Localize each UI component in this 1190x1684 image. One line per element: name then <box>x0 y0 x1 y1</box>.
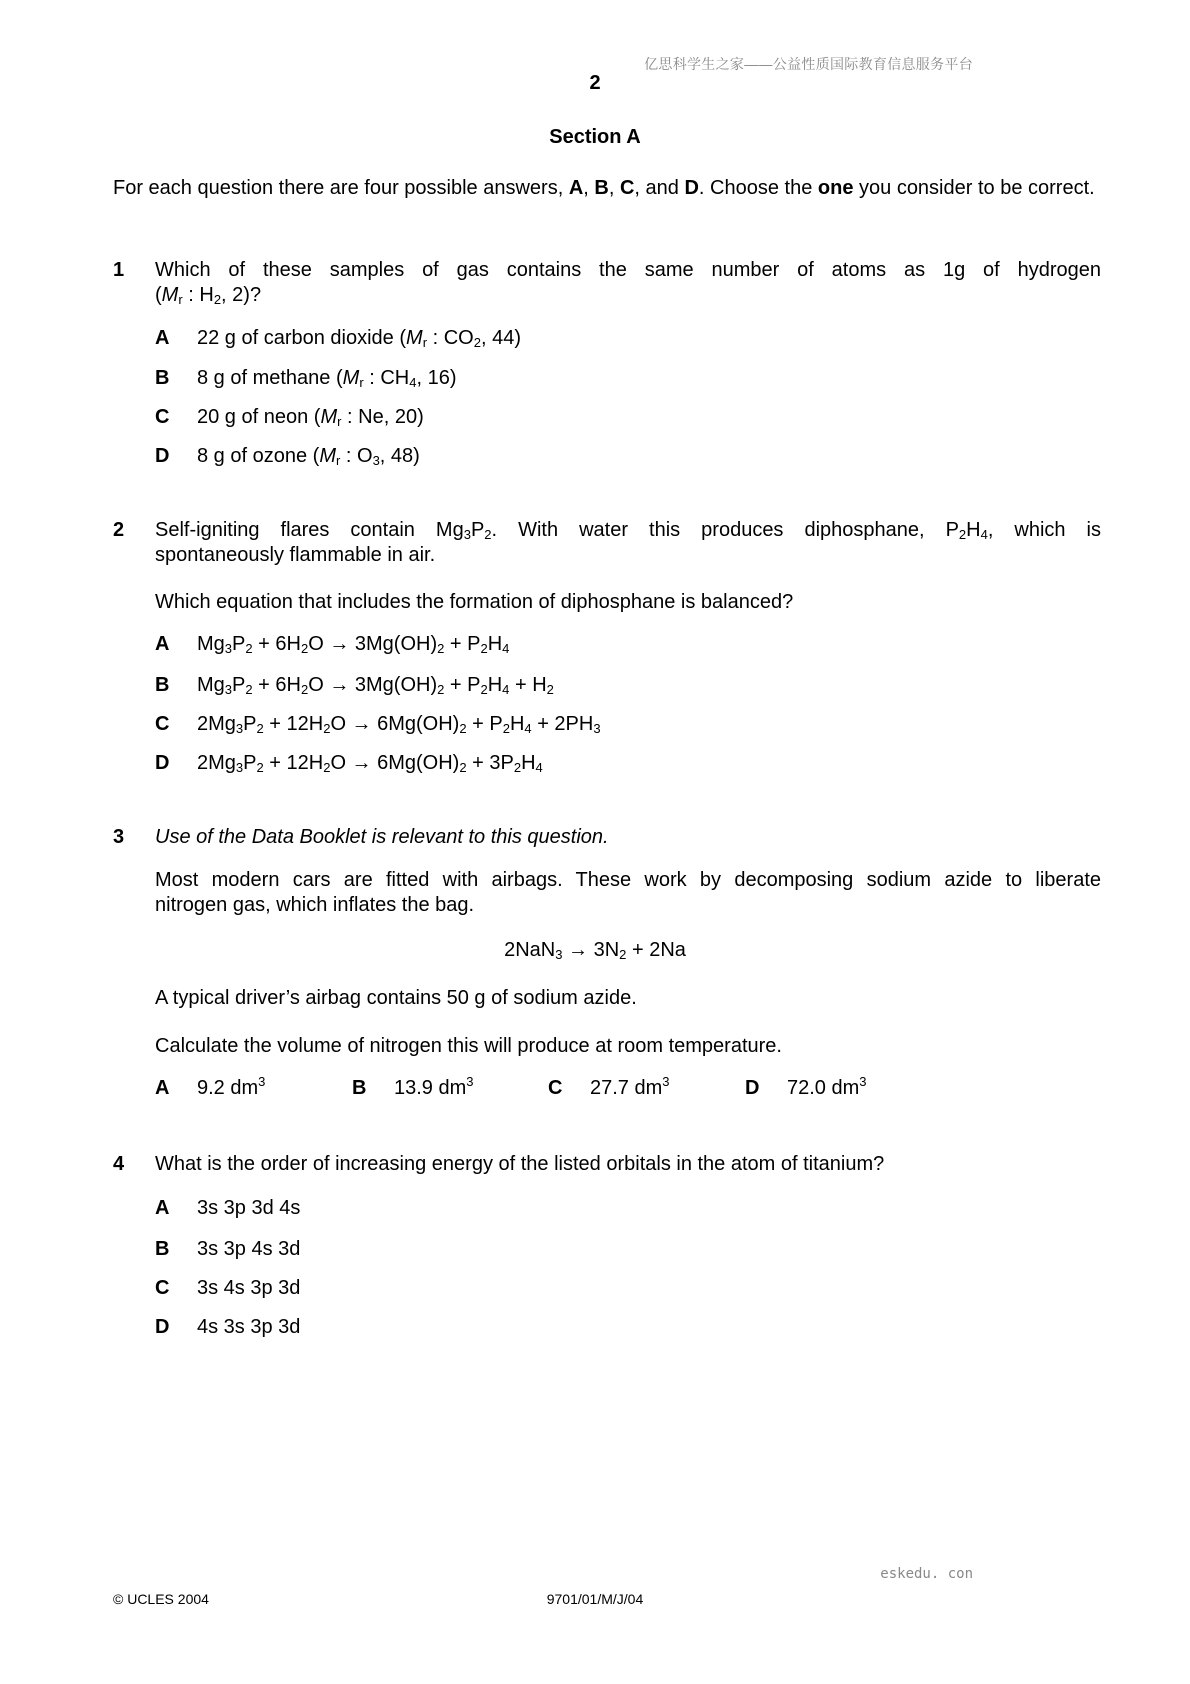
watermark-header: 亿思科学生之家——公益性质国际教育信息服务平台 <box>644 56 973 72</box>
option-1a[interactable]: A 22 g of carbon dioxide ($M_r$ : $CO_2$, 44) <box>155 327 521 350</box>
question-stem: Self-igniting flares contain $Mg_3P_2$. With water this produces diphosphane, $P_2H_4$, which is spontaneously flammable in air. Which equation that includes the formation of diphosphane is balanced? <box>155 519 1101 613</box>
option-3d[interactable]: D 72.0 $dm^3$ <box>745 1074 867 1099</box>
copyright: © UCLES 2004 <box>113 1591 209 1607</box>
question-number: 1 <box>113 259 125 281</box>
option-2b[interactable]: B $Mg_3P_2 + 6H_2O \to 3Mg(OH)_2 + P_2H_4 + H_2$ <box>155 674 554 697</box>
option-3c[interactable]: C 27.7 $dm^3$ <box>548 1074 670 1099</box>
reaction-equation: $2NaN_3 \to 3N_2 + 2Na$ <box>504 939 686 962</box>
option-4c[interactable]: C 3s 4s 3p 3d <box>155 1277 301 1299</box>
question-stem: Use of the Data Booklet is relevant to this question. Most modern cars are fitted with airbags. These work by decomposing sodium azide to liberate nitrogen gas, which inflates the bag. <box>155 826 1101 916</box>
option-1c[interactable]: C 20 g of neon ($M_r$ : Ne, 20) <box>155 406 424 429</box>
option-1b[interactable]: B 8 g of methane ($M_r$ : $CH_4$, 16) <box>155 367 457 390</box>
option-4b[interactable]: B 3s 3p 4s 3d <box>155 1238 301 1260</box>
page-number: 2 <box>589 72 601 94</box>
option-2c[interactable]: C $2Mg_3P_2 + 12H_2O \to 6Mg(OH)_2 + P_2H_4 + 2PH_3$ <box>155 713 601 736</box>
question-number: 4 <box>113 1153 125 1175</box>
question-3-prompt: Calculate the volume of nitrogen this will produce at room temperature. <box>155 1035 782 1057</box>
paper-code: 9701/01/M/J/04 <box>546 1591 644 1607</box>
option-3b[interactable]: B 13.9 $dm^3$ <box>352 1074 474 1099</box>
option-2a[interactable]: A $Mg_3P_2 + 6H_2O \to 3Mg(OH)_2 + P_2H_4$ <box>155 633 510 656</box>
question-stem: What is the order of increasing energy of the listed orbitals in the atom of titanium? <box>155 1153 885 1175</box>
question-stem: Which of these samples of gas contains the same number of atoms as 1g of hydrogen ($M_r$ : $H_2$, 2)? <box>155 259 1101 307</box>
instructions: For each question there are four possible answers, A, B, C, and D. Choose the one you consider to be correct. <box>113 177 1095 199</box>
option-2d[interactable]: D $2Mg_3P_2 + 12H_2O \to 6Mg(OH)_2 + 3P_2H_4$ <box>155 752 543 775</box>
section-title: Section A <box>549 126 641 148</box>
option-4a[interactable]: A 3s 3p 3d 4s <box>155 1197 301 1219</box>
question-3-given: A typical driver’s airbag contains 50 g of sodium azide. <box>155 987 637 1009</box>
watermark-footer: eskedu. con <box>880 1566 973 1582</box>
option-1d[interactable]: D 8 g of ozone ($M_r$ : $O_3$, 48) <box>155 445 420 468</box>
question-number: 2 <box>113 519 125 541</box>
option-3a[interactable]: A 9.2 $dm^3$ <box>155 1074 266 1099</box>
option-4d[interactable]: D 4s 3s 3p 3d <box>155 1316 301 1338</box>
question-number: 3 <box>113 826 125 848</box>
